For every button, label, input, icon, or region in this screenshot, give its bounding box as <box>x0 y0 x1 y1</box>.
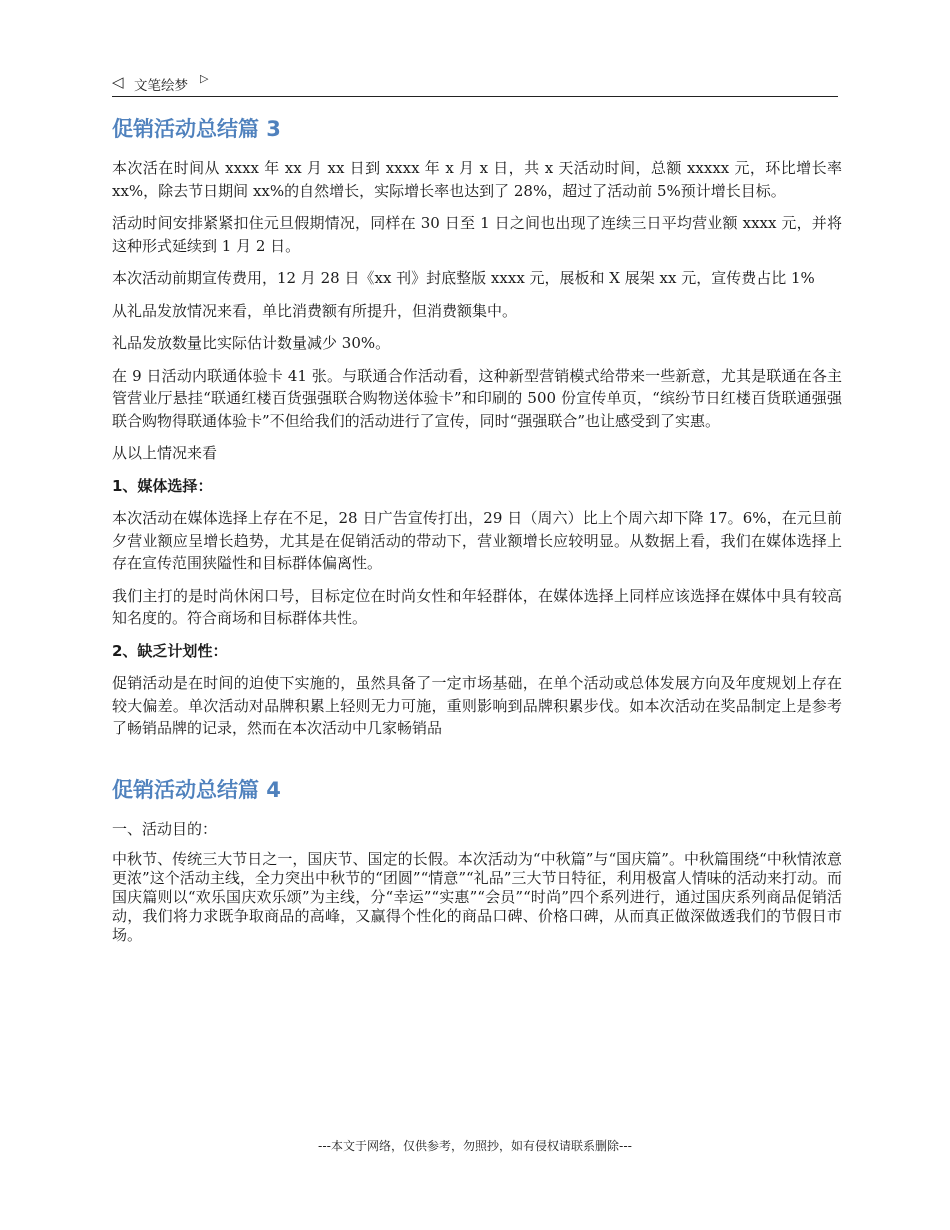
paragraph: 本次活动在媒体选择上存在不足，28 日广告宣传打出，29 日（周六）比上个周六却下降 17。6%，在元旦前夕营业额应呈增长趋势，尤其是在促销活动的带动下，营业额增长应较明显。从数据上看，我们在媒体选择上存在宣传范围狭隘性和目标群体偏离性。 <box>112 509 842 572</box>
paragraph: 礼品发放数量比实际估计数量减少 30%。 <box>112 334 391 352</box>
page-header <box>112 72 838 97</box>
paragraph: 本次活在时间从 xxxx 年 xx 月 xx 日到 xxxx 年 x 月 x 日，共 x 天活动时间，总额 xxxxx 元，环比增长率 xx%，除去节日期间 xx%的自然增长，实际增长率也达到了 28%，超过了活动前 5%预计增长目标。 <box>112 159 842 200</box>
section-title-3: 促销活动总结篇 3 <box>112 117 281 141</box>
paragraph: 中秋节、传统三大节日之一，国庆节、国定的长假。本次活动为“中秋篇”与“国庆篇”。中秋篇围绕“中秋情浓意更浓”这个活动主线，全力突出中秋节的“团圆”“情意”“礼品”三大节日特征，利用极富人情味的活动来打动。而国庆篇则以“欢乐国庆欢乐颂”为主线，分“幸运”“实惠”“会员”“时尚”四个系列进行，通过国庆系列商品促销活动，我们将力求既争取商品的高峰，又赢得个性化的商品口碑、价格口碑，从而真正做深做透我们的节假日市场。 <box>112 850 842 944</box>
section-title-4: 促销活动总结篇 4 <box>112 777 281 802</box>
paragraph: 本次活动前期宣传费用，12 月 28 日《xx 刊》封底整版 xxxx 元，展板和 X 展架 xx 元，宣传费占比 1% <box>112 269 815 287</box>
subheading-media: 1、媒体选择： <box>112 476 213 495</box>
right-triangle-icon: ▷ <box>200 72 209 85</box>
left-triangle-icon: ◁ <box>112 73 124 91</box>
header-brand: 文笔绘梦 <box>134 78 188 94</box>
paragraph: 我们主打的是时尚休闲口号，目标定位在时尚女性和年轻群体，在媒体选择上同样应该选择在媒体中具有较高知名度的。符合商场和目标群体共性。 <box>112 586 842 627</box>
page-footer: ---本文于网络，仅供参考，勿照抄，如有侵权请联系删除--- <box>318 1139 632 1153</box>
paragraph: 活动时间安排紧紧扣住元旦假期情况，同样在 30 日至 1 日之间也出现了连续三日平均营业额 xxxx 元，并将这种形式延续到 1 月 2 日。 <box>112 214 842 255</box>
paragraph: 从以上情况来看 <box>112 444 218 462</box>
paragraph: 从礼品发放情况来看，单比消费额有所提升，但消费额集中。 <box>112 301 518 320</box>
subheading-plan: 2、缺乏计划性： <box>112 641 228 660</box>
paragraph: 促销活动是在时间的迫使下实施的，虽然具备了一定市场基础，在单个活动或总体发展方向及年度规划上存在较大偏差。单次活动对品牌积累上轻则无力可施，重则影响到品牌积累步伐。如本次活动在奖品制定上是参考了畅销品牌的记录，然而在本次活动中几家畅销品 <box>112 674 842 737</box>
subheading-purpose: 一、活动目的： <box>112 819 218 838</box>
paragraph: 在 9 日活动内联通体验卡 41 张。与联通合作活动看，这种新型营销模式给带来一些新意，尤其是联通在各主管营业厅悬挂“联通红楼百货强强联合购物送体验卡”和印刷的 500 份宣传单页，“缤纷节日红楼百货联通强强联合购物得联通体验卡”不但给我们的活动进行了宣传，同时“强强联合”也让感受到了实惠。 <box>112 366 842 430</box>
document-body <box>112 113 842 955</box>
